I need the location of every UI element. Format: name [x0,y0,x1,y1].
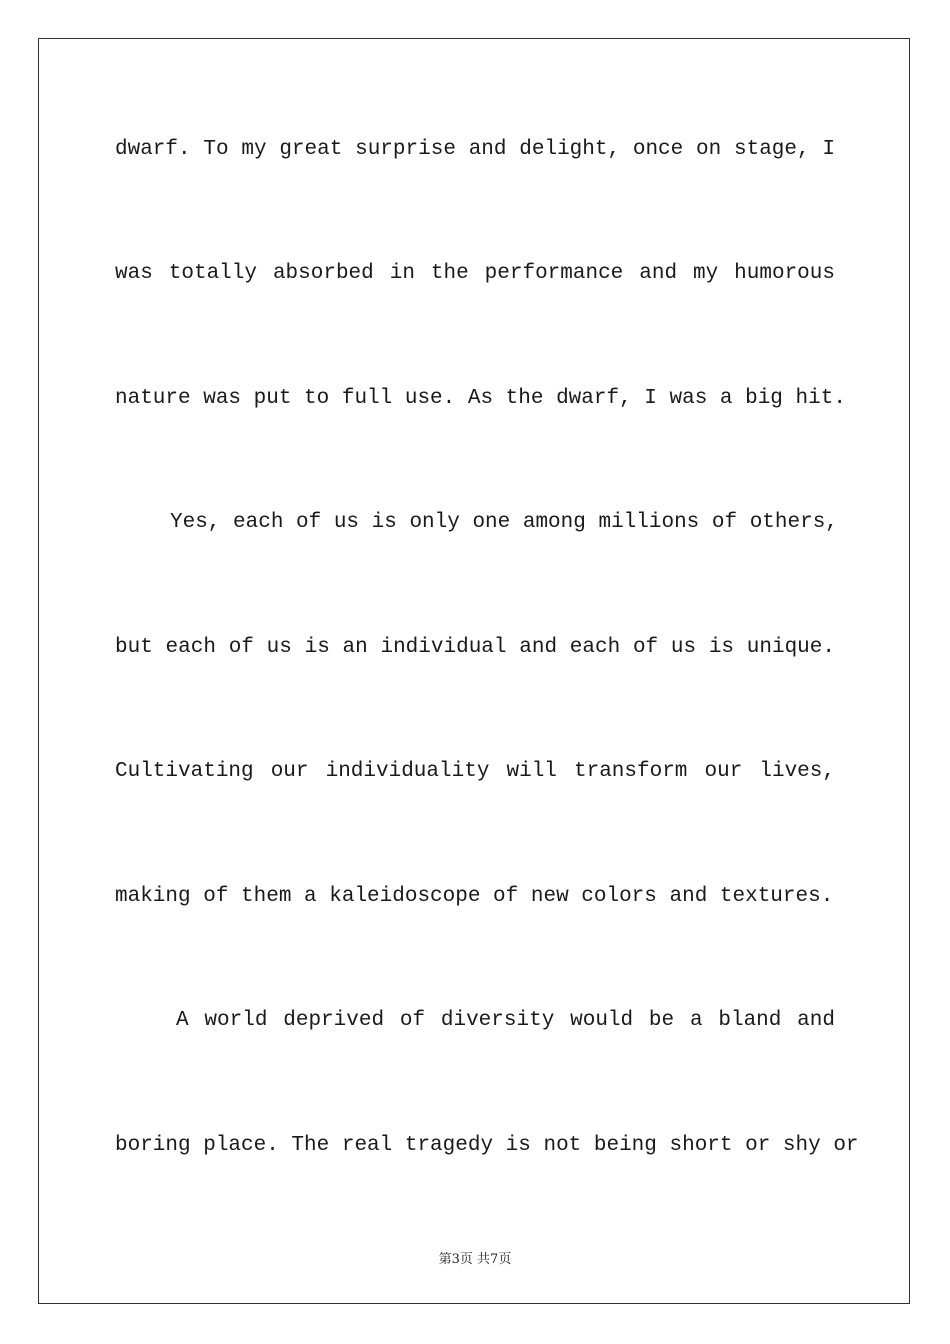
text-line-5: but each of us is an individual and each of us is unique. [115,636,835,659]
text-line-1: dwarf. To my great surprise and delight, once on stage, I [115,138,835,161]
text-line-7: making of them a kaleidoscope of new colors and textures. [115,885,834,908]
text-line-9: boring place. The real tragedy is not being short or shy or [115,1134,859,1157]
page-frame [38,38,910,1304]
page-number-footer: 第3页 共7页 [438,1252,512,1267]
text-line-4: Yes, each of us is only one among millions of others, [170,511,838,534]
text-line-3: nature was put to full use. As the dwarf, I was a big hit. [115,387,846,410]
text-line-6: Cultivating our individuality will transform our lives, [115,760,835,783]
text-line-2: was totally absorbed in the performance and my humorous [115,262,835,285]
text-line-8: A world deprived of diversity would be a bland and [176,1009,835,1032]
